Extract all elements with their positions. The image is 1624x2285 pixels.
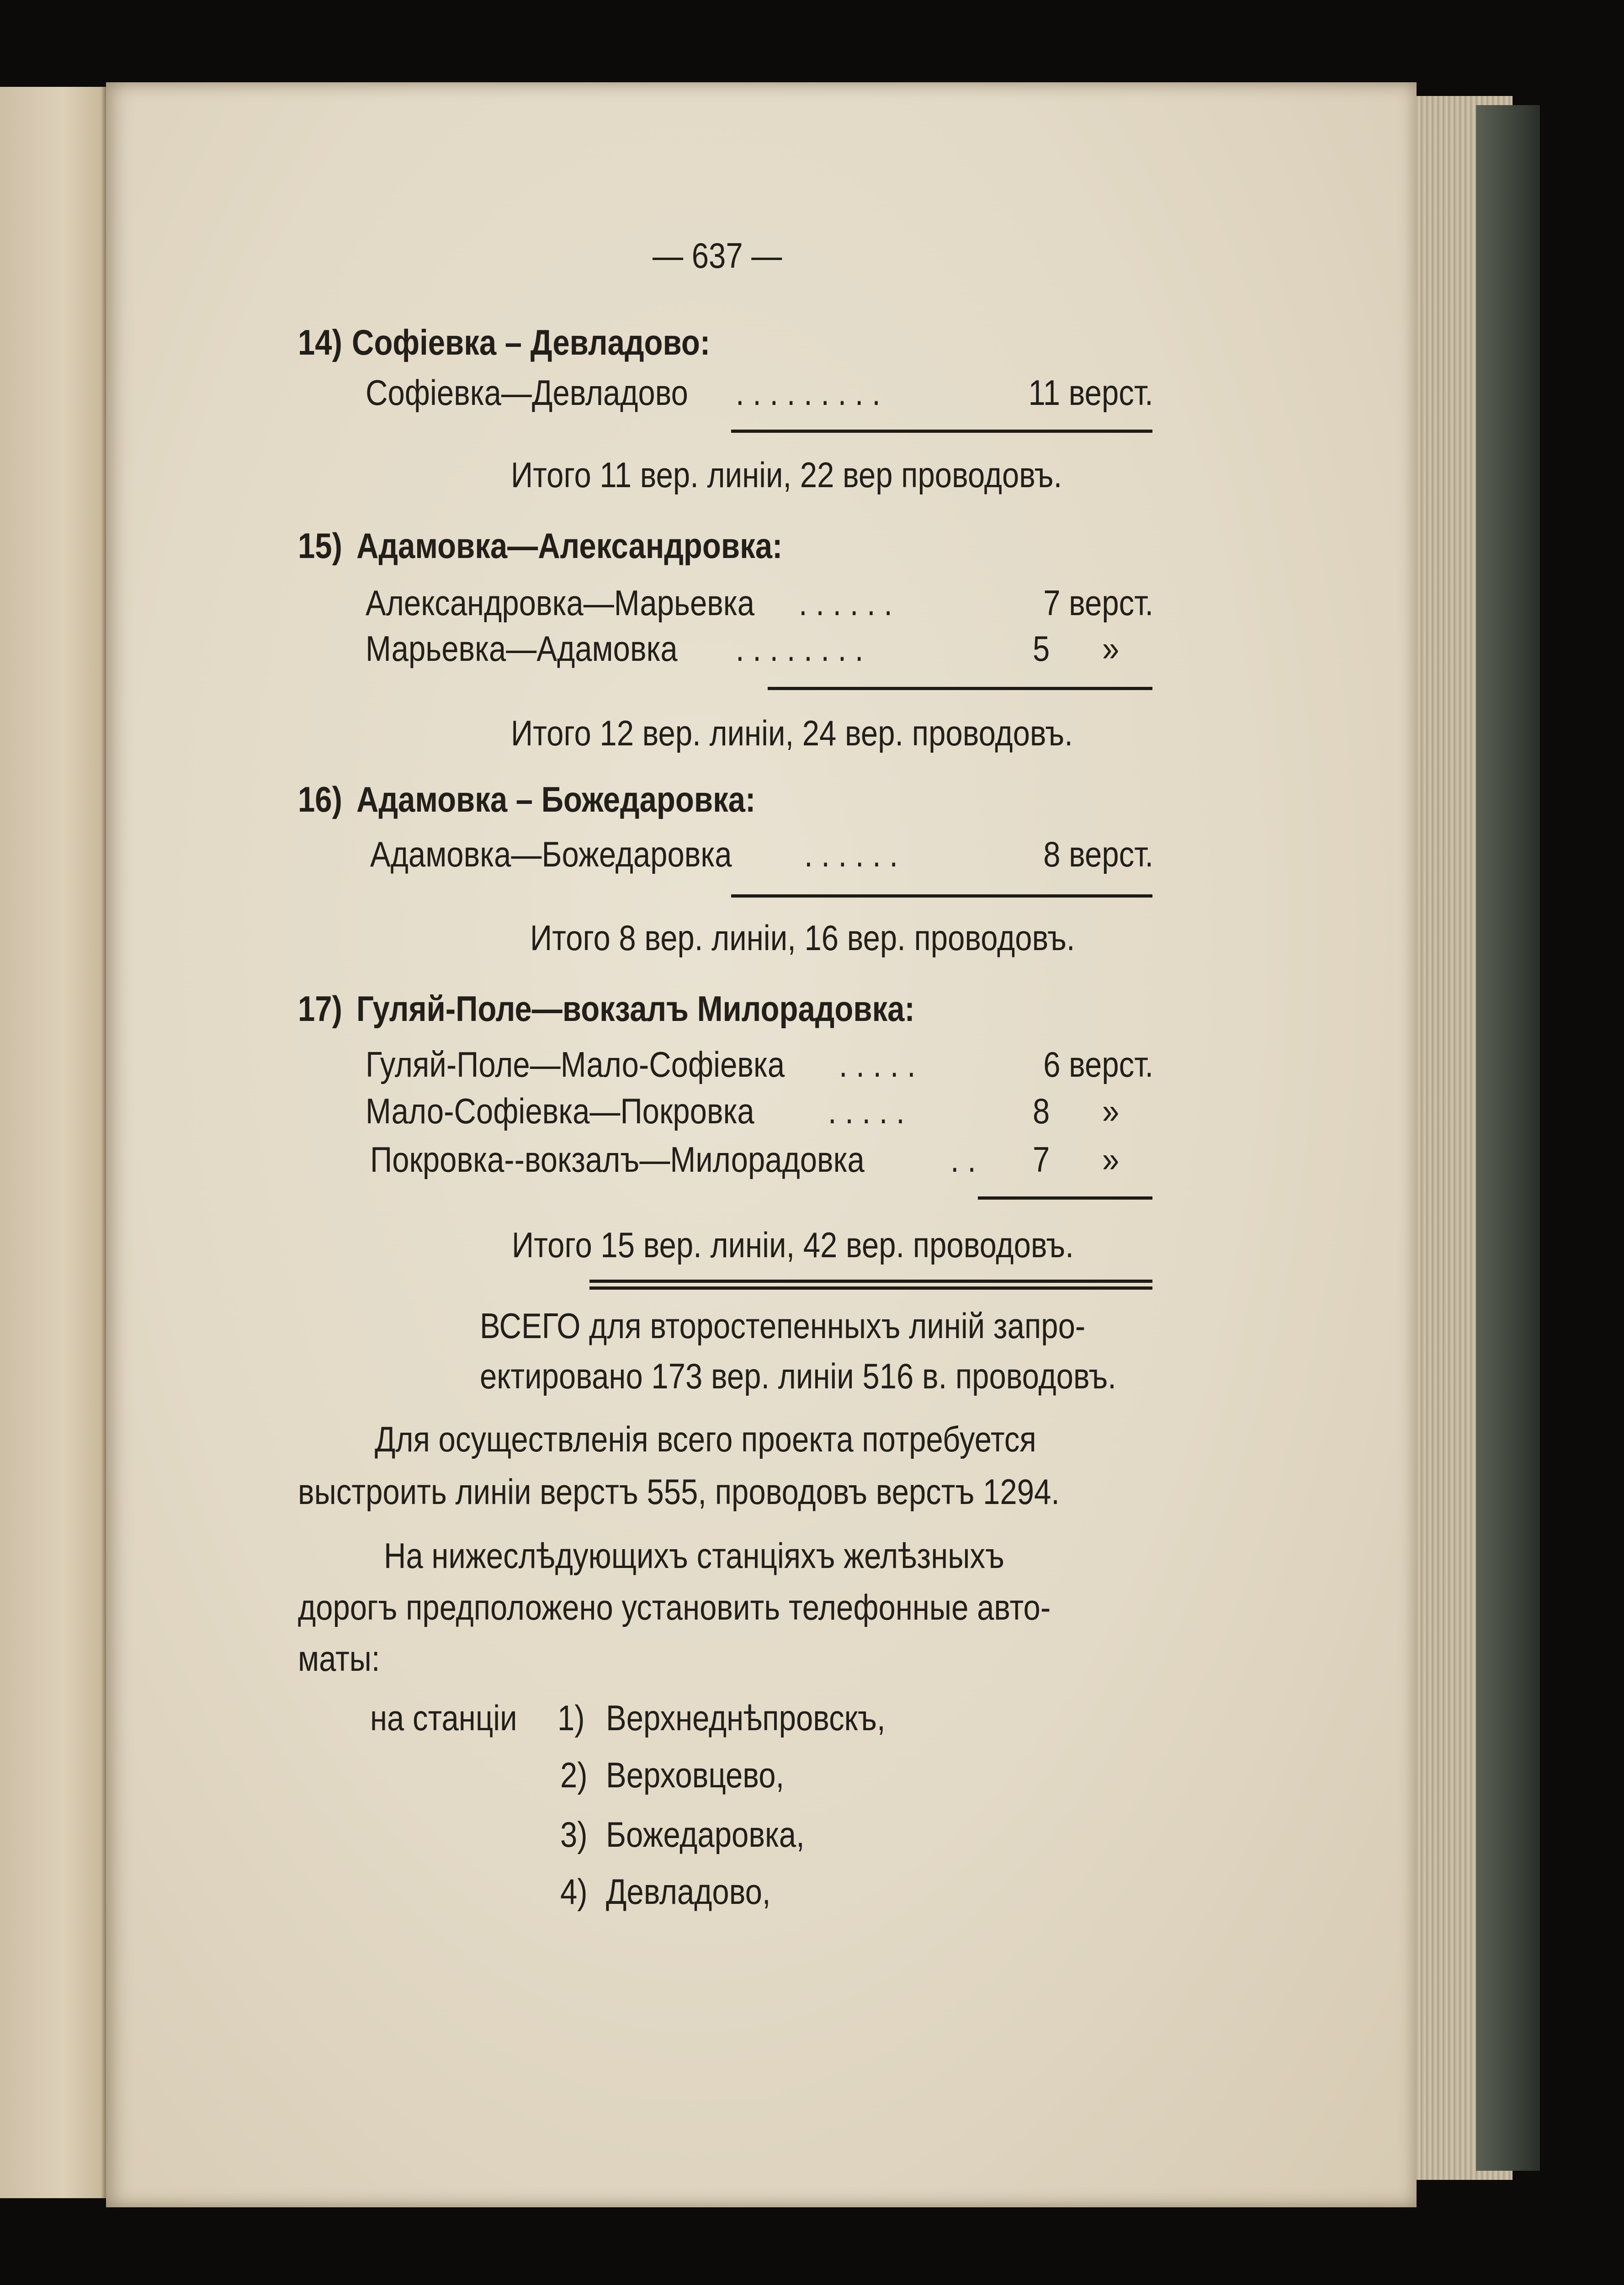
- row-dots: . .: [950, 1139, 976, 1180]
- section-number: 17): [298, 988, 342, 1029]
- paragraph-line: На нижеслѣдующихъ станціяхъ желѣзныхъ: [384, 1536, 1004, 1576]
- ditto-mark: »: [1102, 628, 1120, 669]
- row-value: 5: [1033, 628, 1050, 669]
- section-rule: [978, 1196, 1152, 1200]
- book-cover: [1476, 105, 1540, 2171]
- row-name: Александровка—Марьевка: [366, 583, 755, 623]
- station-number: 3): [560, 1814, 588, 1855]
- ditto-mark: »: [1102, 1091, 1120, 1131]
- row-value: 8 верст.: [1043, 834, 1153, 874]
- station-number: 1): [557, 1698, 585, 1738]
- section-number: 15): [298, 526, 342, 566]
- station-name: Верховцево,: [606, 1755, 785, 1795]
- row-value: 11 верст.: [1028, 372, 1153, 413]
- row-dots: . . . . . .: [799, 583, 893, 623]
- section-rule: [731, 894, 1152, 898]
- section-total: Итого 12 вер. линіи, 24 вер. проводовъ.: [511, 713, 1073, 753]
- row-dots: . . . . . . . .: [736, 628, 864, 669]
- row-dots: . . . . .: [839, 1044, 916, 1084]
- paragraph-line: выстроить линіи верстъ 555, проводовъ верстъ 1294.: [298, 1472, 1060, 1512]
- paragraph-line: дорогъ предположено установить телефонные авто-: [298, 1587, 1051, 1627]
- closing-rule: [589, 1280, 1152, 1283]
- section-title: Адамовка – Божедаровка:: [356, 779, 756, 819]
- section-rule: [731, 430, 1152, 433]
- section-rule: [768, 687, 1152, 690]
- closing-rule: [589, 1286, 1152, 1290]
- row-value: 8: [1033, 1091, 1050, 1131]
- paragraph-line: Для осуществленія всего проекта потребуется: [375, 1419, 1036, 1459]
- section-total: Итого 11 вер. линіи, 22 вер проводовъ.: [511, 455, 1062, 495]
- row-name: Мало-Софіевка—Покровка: [366, 1091, 754, 1131]
- row-value: 7 верст.: [1043, 583, 1153, 623]
- row-name: Марьевка—Адамовка: [366, 628, 678, 669]
- section-title: Софіевка – Девладово:: [352, 322, 711, 362]
- section-total: Итого 8 вер. линіи, 16 вер. проводовъ.: [530, 918, 1075, 958]
- station-name: Девладово,: [606, 1871, 771, 1912]
- paragraph-line: маты:: [298, 1638, 380, 1679]
- station-number: 4): [560, 1871, 588, 1912]
- ditto-mark: »: [1102, 1139, 1120, 1180]
- row-name: Софіевка—Девладово: [366, 372, 688, 413]
- section-title: Адамовка—Александровка:: [356, 526, 783, 566]
- row-value: 7: [1033, 1139, 1050, 1180]
- row-dots: . . . . .: [828, 1091, 905, 1131]
- left-page-edge: [0, 87, 106, 2198]
- stations-lead: на станціи: [370, 1698, 517, 1738]
- section-number: 14): [298, 322, 342, 362]
- row-name: Гуляй-Поле—Мало-Софіевка: [366, 1044, 785, 1084]
- row-dots: . . . . . .: [804, 834, 898, 874]
- section-total: Итого 15 вер. линіи, 42 вер. проводовъ.: [512, 1225, 1074, 1265]
- section-number: 16): [298, 779, 342, 819]
- row-value: 6 верст.: [1043, 1044, 1153, 1084]
- station-name: Божедаровка,: [606, 1814, 805, 1855]
- summary-line: ектировано 173 вер. линіи 516 в. проводовъ.: [480, 1356, 1116, 1396]
- section-title: Гуляй-Поле—вокзалъ Милорадовка:: [356, 988, 915, 1029]
- station-number: 2): [560, 1755, 588, 1795]
- summary-line: ВСЕГО для второстепенныхъ линій запро-: [480, 1306, 1086, 1346]
- station-name: Верхнеднѣпровскъ,: [606, 1698, 886, 1738]
- page-number: — 637 —: [653, 235, 782, 276]
- row-name: Покровка--вокзалъ—Милорадовка: [370, 1139, 865, 1180]
- row-name: Адамовка—Божедаровка: [370, 834, 732, 874]
- row-dots: . . . . . . . . .: [736, 372, 881, 413]
